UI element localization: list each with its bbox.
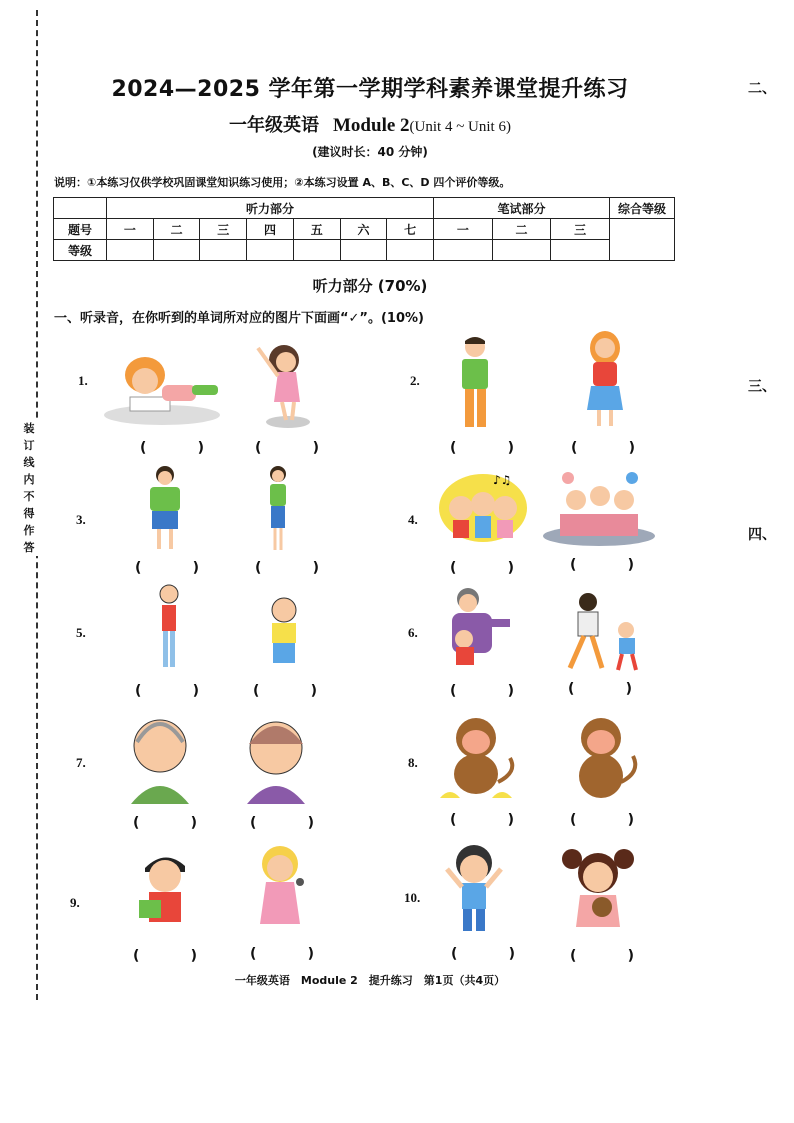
grade-table-corner [54, 198, 107, 219]
overall-grade-cell [610, 219, 675, 261]
grade-cell [200, 240, 247, 261]
woman-picture [580, 330, 630, 430]
monkey-eating-picture [432, 712, 520, 804]
grade-cell [293, 240, 340, 261]
answer-blank[interactable]: ( ) [571, 440, 635, 456]
girl-with-teddy-picture [558, 845, 638, 939]
writing-col-1: 一 [434, 219, 493, 240]
boy-reading-picture [135, 848, 193, 934]
kids-singing-picture [437, 470, 529, 550]
right-edge-mark-3: 三、 [748, 379, 776, 395]
mother-child-walking-picture [560, 590, 645, 675]
question-number: 10. [404, 890, 421, 905]
question-number: 7. [76, 755, 86, 770]
kids-reading-picture [540, 470, 658, 550]
answer-blank[interactable]: ( ) [133, 815, 197, 831]
tall-woman-picture [262, 465, 294, 553]
listening-col-6: 六 [340, 219, 387, 240]
question-number-label: 题号 [54, 219, 107, 240]
suggested-duration: (建议时长：40 分钟) [312, 145, 428, 159]
grade-cell [107, 240, 154, 261]
answer-blank[interactable]: ( ) [570, 948, 634, 964]
monkey-sitting-picture [563, 712, 643, 804]
answer-blank[interactable]: ( ) [140, 440, 204, 456]
short-boy-picture [265, 596, 303, 668]
answer-blank[interactable]: ( ) [570, 557, 634, 573]
overall-grade-header: 综合等级 [610, 198, 675, 219]
answer-blank[interactable]: ( ) [451, 946, 515, 962]
answer-blank[interactable]: ( ) [450, 683, 514, 699]
grandma-hugging-picture [440, 585, 518, 677]
listening-col-4: 四 [247, 219, 294, 240]
answer-blank[interactable]: ( ) [250, 815, 314, 831]
svg-text:♪♫: ♪♫ [493, 473, 512, 487]
grade-cell [492, 240, 551, 261]
question-number: 4. [408, 512, 418, 527]
answer-blank[interactable]: ( ) [255, 560, 319, 576]
listening-col-5: 五 [293, 219, 340, 240]
subtitle-module: Module 2 [333, 115, 410, 136]
right-edge-mark-2: 二、 [748, 81, 776, 97]
listening-col-2: 二 [153, 219, 200, 240]
binding-line-text: 装订线内不得作答 [20, 420, 38, 556]
writing-col-2: 二 [492, 219, 551, 240]
answer-blank[interactable]: ( ) [135, 683, 199, 699]
question-number: 2. [410, 373, 420, 388]
thin-boy-picture [150, 578, 188, 673]
instructions-note: 说明：①本练习仅供学校巩固课堂知识练习使用；②本练习设置 A、B、C、D 四个评价等级。 [54, 176, 511, 189]
right-edge-mark-4: 四、 [748, 527, 776, 543]
grade-cell [340, 240, 387, 261]
listening-col-7: 七 [387, 219, 434, 240]
grade-cell [434, 240, 493, 261]
question-number: 9. [70, 895, 80, 910]
writing-col-3: 三 [551, 219, 610, 240]
answer-blank[interactable]: ( ) [250, 946, 314, 962]
listening-col-1: 一 [107, 219, 154, 240]
answer-blank[interactable]: ( ) [568, 681, 632, 697]
answer-blank[interactable]: ( ) [133, 948, 197, 964]
answer-blank[interactable]: ( ) [255, 440, 319, 456]
answer-blank[interactable]: ( ) [450, 560, 514, 576]
short-woman-picture [143, 465, 188, 553]
question-1-instruction: 一、听录音，在你听到的单词所对应的图片下面画“✓”。(10%) [54, 311, 424, 326]
question-number: 8. [408, 755, 418, 770]
grade-cell [247, 240, 294, 261]
answer-blank[interactable]: ( ) [570, 812, 634, 828]
page-footer: 一年级英语 Module 2 提升练习 第1页（共4页） [234, 974, 506, 987]
subtitle-units: (Unit 4 ~ Unit 6) [409, 119, 511, 135]
listening-section-title: 听力部分 (70%) [312, 277, 428, 295]
question-number: 5. [76, 625, 86, 640]
writing-header: 笔试部分 [434, 198, 610, 219]
answer-blank[interactable]: ( ) [450, 440, 514, 456]
grade-cell [551, 240, 610, 261]
page-subtitle [60, 111, 680, 137]
listening-header: 听力部分 [107, 198, 434, 219]
man-picture [453, 335, 498, 433]
girl-drawing-picture [100, 345, 225, 430]
girl-dancing-picture [248, 340, 323, 432]
question-number: 6. [408, 625, 418, 640]
grandma-picture [243, 708, 309, 804]
girl-singing-picture [246, 842, 318, 938]
answer-blank[interactable]: ( ) [135, 560, 199, 576]
grade-cell [387, 240, 434, 261]
grade-cell [153, 240, 200, 261]
answer-blank[interactable]: ( ) [253, 683, 317, 699]
answer-blank[interactable]: ( ) [450, 812, 514, 828]
listening-col-3: 三 [200, 219, 247, 240]
page-title: 2024—2025 学年第一学期学科素养课堂提升练习 [111, 77, 629, 102]
grade-table [53, 197, 675, 261]
boy-arms-up-picture [443, 843, 505, 935]
question-number: 3. [76, 512, 86, 527]
grade-label: 等级 [54, 240, 107, 261]
question-number: 1. [78, 373, 88, 388]
subtitle-cn: 一年级英语 [229, 115, 319, 136]
grandpa-picture [127, 708, 193, 804]
